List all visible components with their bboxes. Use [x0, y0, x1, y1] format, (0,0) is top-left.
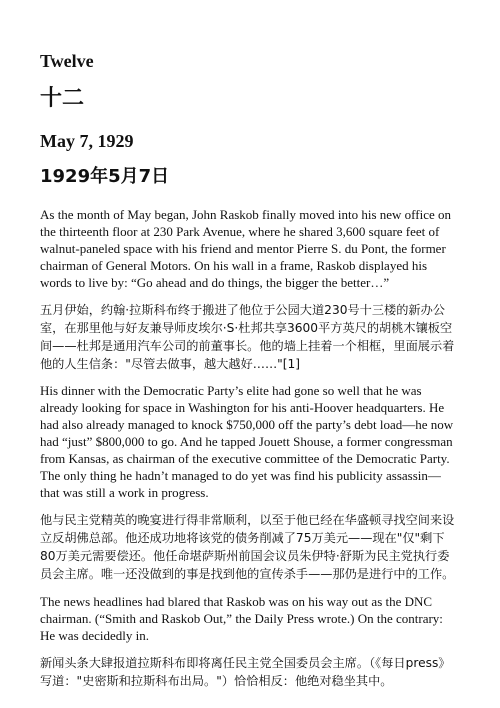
chapter-title-en: Twelve [40, 51, 94, 71]
paragraph-zh: 他与民主党精英的晚宴进行得非常顺利，以至于他已经在华盛顿寻找空间来设立反胡佛总部。他还成功地将该党的债务削减了75万美元——现在"仅"剩下80万美元需要偿还。他任命堪萨斯州前国会议员朱伊特·舒斯为民主党执行委员会主席。唯一还没做到的事是找到他的宣传杀手——那仍是进行中的工作。 [40, 513, 455, 581]
chapter-title-zh: 十二 [40, 86, 85, 111]
paragraph-zh: 新闻头条大肆报道拉斯科布即将离任民主党全国委员会主席。（《每日press》写道："史密斯和拉斯科布出局。"）恰恰相反：他绝对稳坐其中。 [40, 656, 451, 688]
paragraph-zh: 五月伊始，约翰·拉斯科布终于搬进了他位于公园大道230号十三楼的新办公室，在那里他与好友兼导师皮埃尔·S·杜邦共享3600平方英尺的胡桃木镶板空间——杜邦是通用汽车公司的前董事长。他的墙上挂着一个相框，里面展示着他的人生信条："尽管去做事，越大越好……"[1] [40, 303, 455, 371]
paragraph-en: As the month of May began, John Raskob finally moved into his new office on the thirteenth floor at 230 Park Avenue, where he shared 3,600 square feet of walnut-paneled space with his friend and mentor Pierre S. du Pont, the former chairman of General Motors. On his wall in a frame, Raskob displayed his words to live by: “Go ahead and do things, the bigger the better…” [40, 207, 452, 290]
date-heading-zh: 1929年5月7日 [40, 166, 170, 187]
date-heading-en: May 7, 1929 [40, 131, 134, 151]
paragraph-en: His dinner with the Democratic Party’s elite had gone so well that he was already looking for space in Washington for his anti-Hoover headquarters. He had also already managed to knock $750,000 off the party’s debt load—he now had “just” $800,000 to go. And he tapped Jouett Shouse, a former congressman from Kansas, as chairman of the executive committee of the Democratic Party. The only thing he hadn’t managed to do yet was find his publicity assassin—that was still a work in progress. [40, 383, 454, 500]
paragraph-en: The news headlines had blared that Raskob was on his way out as the DNC chairman. (“Smith and Raskob Out,” the Daily Press wrote.) On the contrary: He was decidedly in. [40, 594, 443, 643]
